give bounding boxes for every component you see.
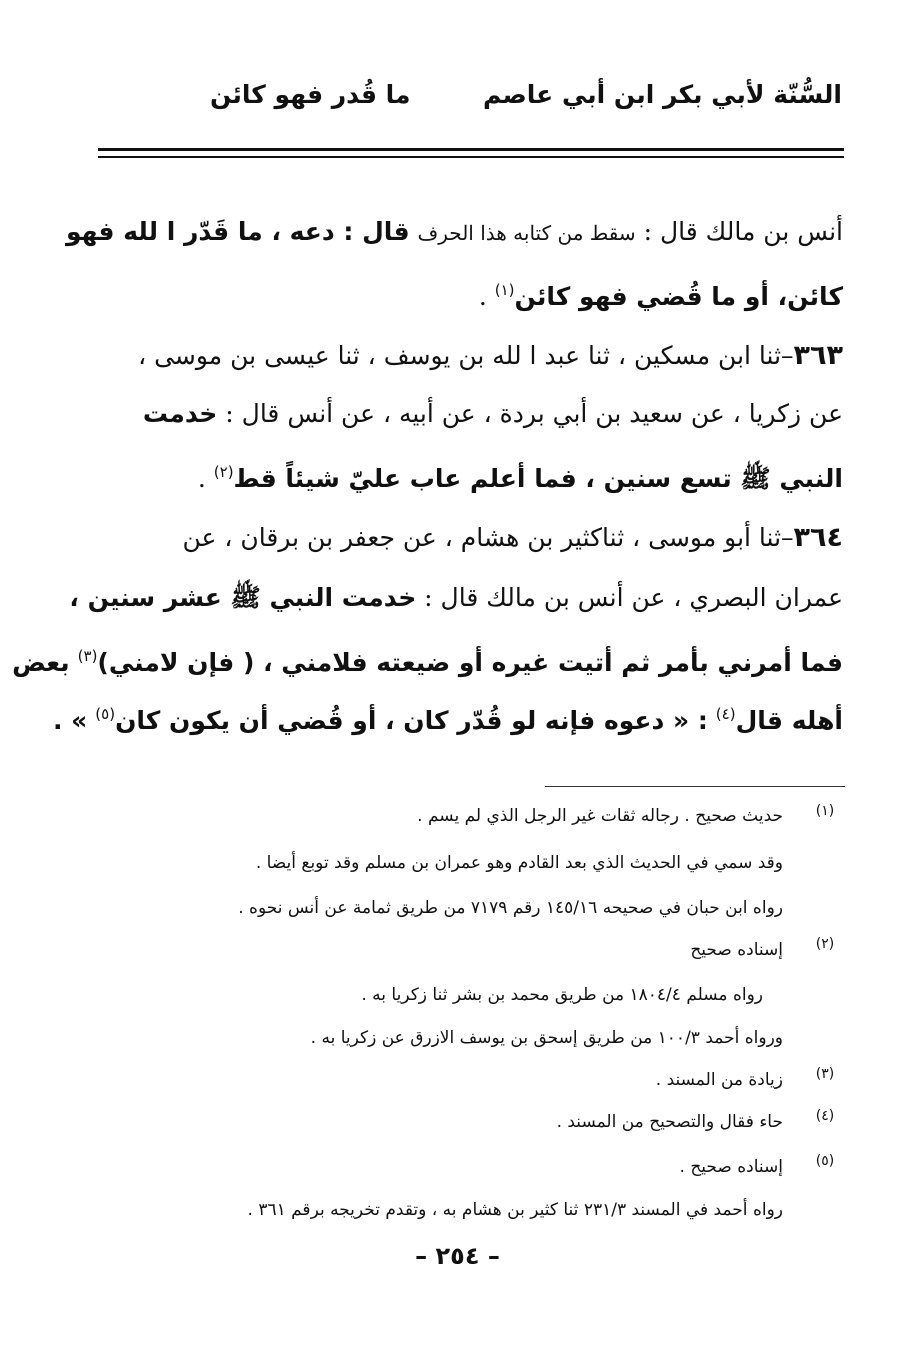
- body-text-bold: فما أمرني بأمر ثم أتيت غيره أو ضيعته فلامني ، ( فإن لامني): [97, 648, 843, 677]
- header-rule-thick: [98, 148, 844, 151]
- hadith-363-line-2: [98, 394, 843, 434]
- footnote-line: رواه أحمد في المسند ٢٣١/٣ ثنا كثير بن هشام به ، وتقدم تخريجه برقم ٣٦١ .: [247, 1200, 783, 1220]
- hadith-364-line-1: [98, 518, 843, 558]
- footnote-number: (٥): [815, 1153, 835, 1169]
- footnote-line: وقد سمي في الحديث الذي بعد القادم وهو عمران بن مسلم وقد توبع أيضا .: [255, 853, 783, 873]
- footnote-number: (٢): [815, 936, 835, 952]
- body-text-bold: : « دعوه فإنه لو قُدّر كان ، أو قُضي أن يكون كان: [115, 706, 708, 735]
- body-text-bold: أهله قال: [735, 706, 843, 735]
- hadith-364-line-4: [52, 694, 843, 741]
- body-text: عن زكريا ، عن سعيد بن أبي بردة ، عن أبيه ، عن أنس قال :: [225, 399, 843, 428]
- footnote-ref: (٥): [95, 705, 116, 723]
- body-line-2: [98, 270, 843, 317]
- body-text-bold: بعض: [12, 648, 70, 677]
- footnote-line: إسناده صحيح .: [679, 1157, 783, 1177]
- page-number: – ٢٥٤ –: [415, 1242, 500, 1270]
- body-inline-note: سقط من كتابه هذا الحرف: [417, 221, 636, 245]
- hadith-363-line-3: [98, 452, 843, 499]
- footnote-line: زيادة من المسند .: [655, 1070, 783, 1090]
- footnote-line: رواه ابن حبان في صحيحه ١٤٥/١٦ رقم ٧١٧٩ من طريق ثمامة عن أنس نحوه .: [238, 898, 783, 918]
- header-rule-thin: [98, 156, 844, 158]
- body-text-bold: قال : دعه ، ما قَدّر ا لله فهو: [65, 217, 410, 246]
- footnote-ref: (٤): [715, 705, 736, 723]
- body-text-bold: خدمت النبي ﷺ عشر سنين ،: [69, 583, 417, 612]
- body-text-bold: النبي ﷺ تسع سنين ، فما أعلم عاب عليّ شيئاً قط: [233, 464, 843, 493]
- hadith-number: ٣٦٣: [793, 340, 843, 371]
- body-text: –ثنا أبو موسى ، ثناكثير بن هشام ، عن جعفر بن برقان ، عن: [182, 523, 794, 552]
- footnote-number: (٣): [815, 1066, 835, 1082]
- body-text: أنس بن مالك قال :: [643, 217, 843, 246]
- footnote-number: (١): [815, 803, 835, 819]
- footnote-ref: (٣): [77, 647, 98, 665]
- hadith-364-line-2: [69, 578, 843, 618]
- body-text: عمران البصري ، عن أنس بن مالك قال :: [424, 583, 843, 612]
- hadith-364-line-3: [12, 636, 843, 683]
- footnote-line: رواه مسلم ١٨٠٤/٤ من طريق محمد بن بشر ثنا زكريا به .: [361, 985, 763, 1005]
- body-line-1: [65, 212, 843, 253]
- body-text: .: [197, 464, 206, 493]
- body-text-bold: » .: [52, 706, 88, 735]
- footnote-line: إسناده صحيح: [690, 940, 783, 960]
- footnote-ref: (١): [494, 281, 515, 299]
- footnote-line: حاء فقال والتصحيح من المسند .: [556, 1112, 783, 1132]
- hadith-363-line-1: [98, 336, 843, 376]
- body-text-bold: خدمت: [142, 399, 218, 428]
- body-text: –ثنا ابن مسكين ، ثنا عبد ا لله بن يوسف ، ثنا عيسى بن موسى ،: [138, 341, 794, 370]
- footnote-ref: (٢): [213, 463, 234, 481]
- running-head-book-title: السُّنّة لأبي بكر ابن أبي عاصم: [483, 80, 842, 109]
- footnote-line: ورواه أحمد ١٠٠/٣ من طريق إسحق بن يوسف الازرق عن زكريا به .: [310, 1028, 783, 1048]
- body-text: .: [478, 282, 487, 311]
- body-text-bold: كائن، أو ما قُضي فهو كائن: [514, 282, 843, 311]
- hadith-number: ٣٦٤: [793, 522, 843, 553]
- footnote-line: حديث صحيح . رجاله ثقات غير الرجل الذي لم يسم .: [417, 806, 783, 826]
- running-head-chapter-title: ما قُدر فهو كائن: [210, 80, 411, 109]
- footnote-number: (٤): [815, 1108, 835, 1124]
- footnote-separator: [545, 786, 845, 787]
